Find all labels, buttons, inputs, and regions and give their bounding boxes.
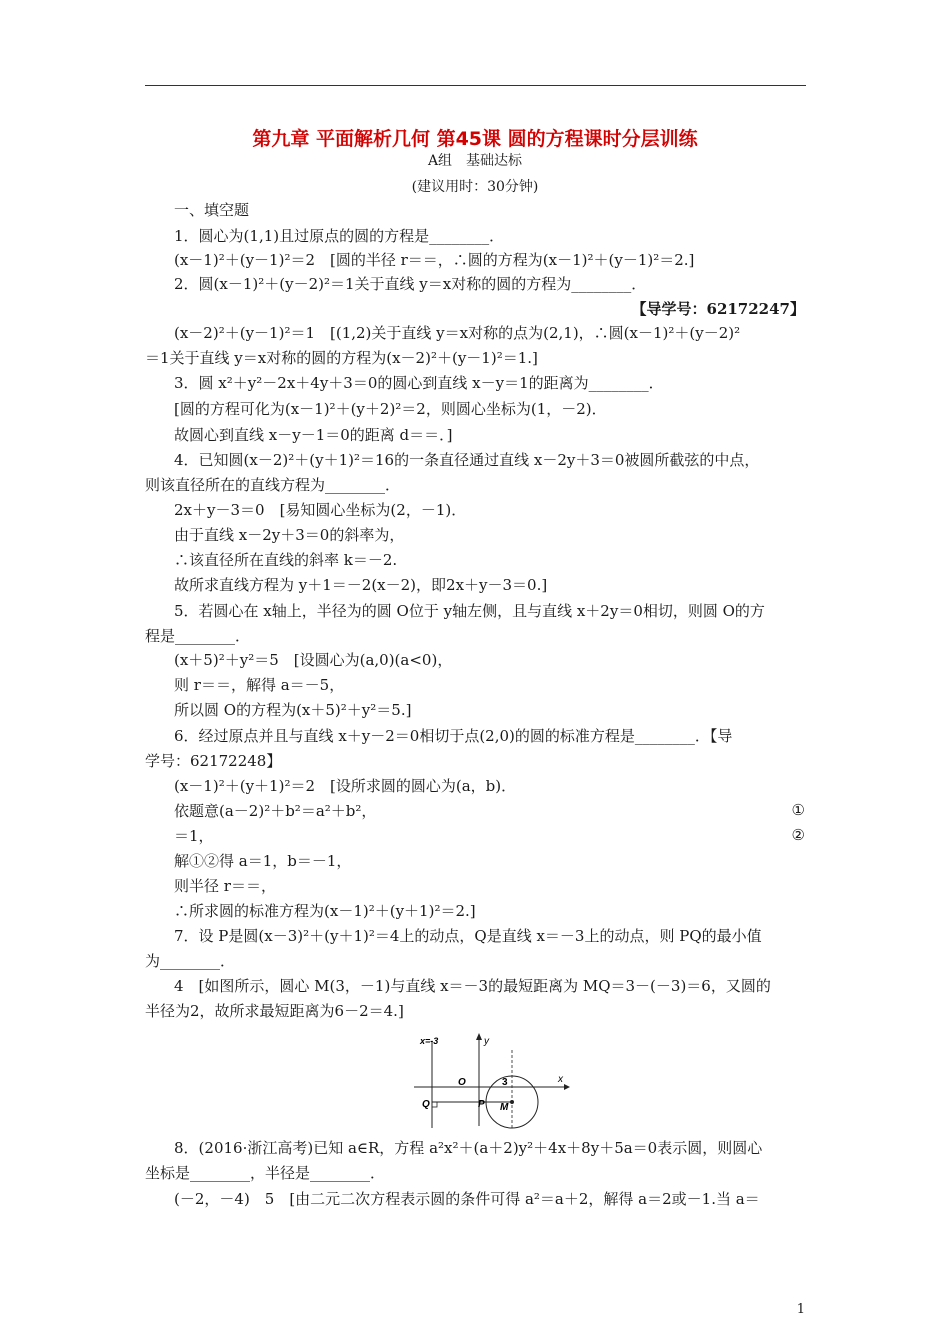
answer-5-line-1: (x＋5)²＋y²＝5 [设圆心为(a,0)(a<0)， [174,651,453,669]
guide-number-1: 【导学号：62172247】 [631,300,805,318]
question-2: 2．圆(x－1)²＋(y－2)²＝1关于直线 y＝x对称的圆的方程为________． [174,275,647,293]
answer-4-line-3: ∴该直径所在直线的斜率 k＝－2. [174,551,398,569]
answer-2-line-1: (x－2)²＋(y－1)²＝1 [(1,2)关于直线 y＝x对称的点为(2,1)，∴圆(x－1)²＋(y－2)² [174,324,741,342]
question-8-line-1: 8．(2016·浙江高考)已知 a∈R，方程 a²x²＋(a＋2)y²＋4x＋8y＋5a＝0表示圆，则圆心 [174,1139,763,1157]
circled-number-2: ② [791,826,805,844]
answer-6-line-4: 解①②得 a＝1，b＝－1， [174,852,352,870]
group-label: A组 基础达标 [427,153,523,169]
label-x-axis: x [558,1074,563,1085]
answer-4-line-2: 由于直线 x－2y＋3＝0的斜率为， [174,526,405,544]
answer-6-line-3: ＝1， [174,827,214,845]
answer-6-line-1: (x－1)²＋(y＋1)²＝2 [设所求圆的圆心为(a，b)． [174,777,517,795]
right-angle-mark [432,1102,437,1107]
question-6-line-1: 6．经过原点并且与直线 x＋y－2＝0相切于点(2,0)的圆的标准方程是________．【导 [174,727,733,745]
section-heading: 一、填空题 [174,201,250,219]
answer-6-line-6: ∴所求圆的标准方程为(x－1)²＋(y＋1)²＝2.] [174,902,476,920]
question-8-line-2: 坐标是________，半径是________． [145,1164,386,1182]
answer-4-line-1: 2x＋y－3＝0 [易知圆心坐标为(2，－1)． [174,501,467,519]
answer-6-line-2: 依题意(a－2)²＋b²＝a²＋b²， [174,802,377,820]
question-5-line-2: 程是________． [145,627,251,645]
top-rule [145,85,806,86]
question-6-line-2: 学号：62172248】 [145,752,282,770]
answer-5-line-3: 所以圆 O的方程为(x＋5)²＋y²＝5.] [174,701,412,719]
question-7-line-1: 7．设 P是圆(x－3)²＋(y＋1)²＝4上的动点，Q是直线 x＝－3上的动点，则 PQ的最小值 [174,927,762,945]
page-number: 1 [796,1302,805,1317]
label-origin: O [458,1077,466,1088]
label-x-eq-neg3: x=-3 [420,1036,439,1046]
answer-6-line-5: 则半径 r＝＝， [174,877,276,895]
point-m [510,1100,514,1104]
question-3: 3．圆 x²＋y²－2x＋4y＋3＝0的圆心到直线 x－y＝1的距离为________． [174,374,664,392]
answer-5-line-2: 则 r＝＝，解得 a＝－5， [174,676,345,694]
answer-8-line-1: (－2，－4) 5 [由二元二次方程表示圆的条件可得 a²＝a＋2，解得 a＝2或－1.当 a＝ [174,1190,760,1208]
question-4-line-1: 4．已知圆(x－2)²＋(y＋1)²＝16的一条直径通过直线 x－2y＋3＝0被圆所截弦的中点， [174,451,760,469]
label-p: P [478,1099,485,1110]
label-y-axis: y [484,1036,489,1047]
label-tick-3: 3 [502,1077,508,1088]
y-axis-arrow [476,1033,482,1040]
answer-1: (x－1)²＋(y－1)²＝2 [圆的半径 r＝＝，∴圆的方程为(x－1)²＋(y－1)²＝2.] [174,251,695,269]
answer-7-line-2: 半径为2，故所求最短距离为6－2＝4.] [145,1002,404,1020]
circled-number-1: ① [791,801,805,819]
answer-2-line-2: ＝1关于直线 y＝x对称的圆的方程为(x－2)²＋(y－1)²＝1.] [145,349,538,367]
suggested-time: (建议用时：30分钟) [411,179,539,195]
circle-distance-figure [412,1030,572,1130]
question-1: 1．圆心为(1,1)且过原点的圆的方程是________． [174,227,505,245]
question-7-line-2: 为________． [145,952,236,970]
answer-7-line-1: 4 [如图所示，圆心 M(3，－1)与直线 x＝－3的最短距离为 MQ＝3－(－3)＝6，又圆的 [174,977,771,995]
x-axis-arrow [564,1084,570,1090]
answer-3-line-2: 故圆心到直线 x－y－1＝0的距离 d＝＝．] [174,426,453,444]
question-4-line-2: 则该直径所在的直线方程为________． [145,476,401,494]
answer-4-line-4: 故所求直线方程为 y＋1＝－2(x－2)，即2x＋y－3＝0.] [174,576,548,594]
answer-3-line-1: [圆的方程可化为(x－1)²＋(y＋2)²＝2，则圆心坐标为(1，－2)． [174,400,607,418]
label-q: Q [422,1099,430,1110]
question-5-line-1: 5．若圆心在 x轴上，半径为的圆 O位于 y轴左侧，且与直线 x＋2y＝0相切，则圆 O的方 [174,602,765,620]
label-m: M [500,1102,509,1113]
page-title: 第九章 平面解析几何 第45课 圆的方程课时分层训练 [252,128,698,150]
